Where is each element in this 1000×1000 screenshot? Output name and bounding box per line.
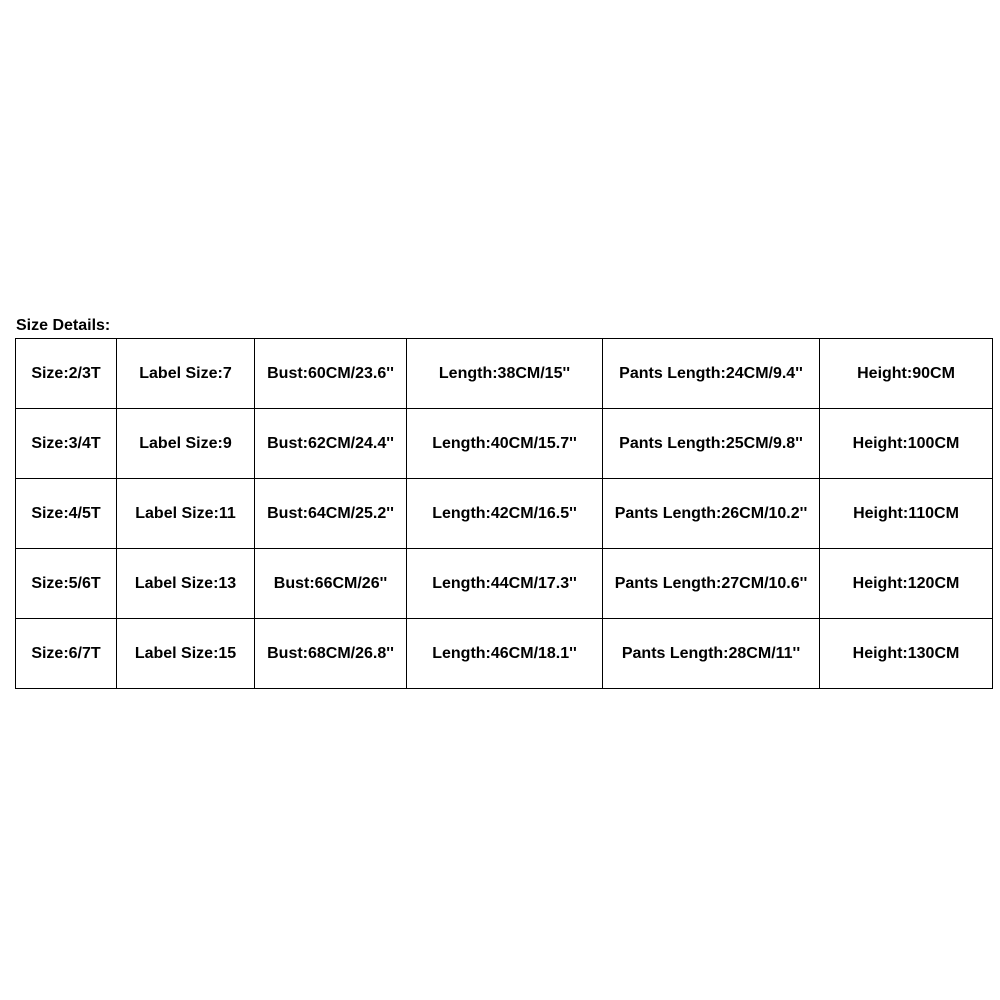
height-cell: Height:100CM <box>820 409 993 479</box>
label-size-cell: Label Size:11 <box>117 479 255 549</box>
bust-cell: Bust:62CM/24.4'' <box>255 409 407 479</box>
size-cell: Size:6/7T <box>16 619 117 689</box>
bust-cell: Bust:60CM/23.6'' <box>255 339 407 409</box>
label-size-cell: Label Size:7 <box>117 339 255 409</box>
size-cell: Size:2/3T <box>16 339 117 409</box>
label-size-cell: Label Size:9 <box>117 409 255 479</box>
label-size-cell: Label Size:13 <box>117 549 255 619</box>
pants-length-cell: Pants Length:26CM/10.2'' <box>603 479 820 549</box>
height-cell: Height:90CM <box>820 339 993 409</box>
length-cell: Length:40CM/15.7'' <box>407 409 603 479</box>
length-cell: Length:42CM/16.5'' <box>407 479 603 549</box>
length-cell: Length:46CM/18.1'' <box>407 619 603 689</box>
size-cell: Size:5/6T <box>16 549 117 619</box>
bust-cell: Bust:68CM/26.8'' <box>255 619 407 689</box>
pants-length-cell: Pants Length:28CM/11'' <box>603 619 820 689</box>
height-cell: Height:120CM <box>820 549 993 619</box>
size-cell: Size:4/5T <box>16 479 117 549</box>
table-row <box>16 479 993 549</box>
length-cell: Length:38CM/15'' <box>407 339 603 409</box>
bust-cell: Bust:66CM/26'' <box>255 549 407 619</box>
size-details-title: Size Details: <box>16 317 111 334</box>
table-row <box>16 619 993 689</box>
table-row <box>16 409 993 479</box>
pants-length-cell: Pants Length:24CM/9.4'' <box>603 339 820 409</box>
length-cell: Length:44CM/17.3'' <box>407 549 603 619</box>
pants-length-cell: Pants Length:27CM/10.6'' <box>603 549 820 619</box>
size-cell: Size:3/4T <box>16 409 117 479</box>
table-row <box>16 339 993 409</box>
bust-cell: Bust:64CM/25.2'' <box>255 479 407 549</box>
size-table <box>15 338 993 689</box>
pants-length-cell: Pants Length:25CM/9.8'' <box>603 409 820 479</box>
table-row <box>16 549 993 619</box>
height-cell: Height:110CM <box>820 479 993 549</box>
height-cell: Height:130CM <box>820 619 993 689</box>
label-size-cell: Label Size:15 <box>117 619 255 689</box>
